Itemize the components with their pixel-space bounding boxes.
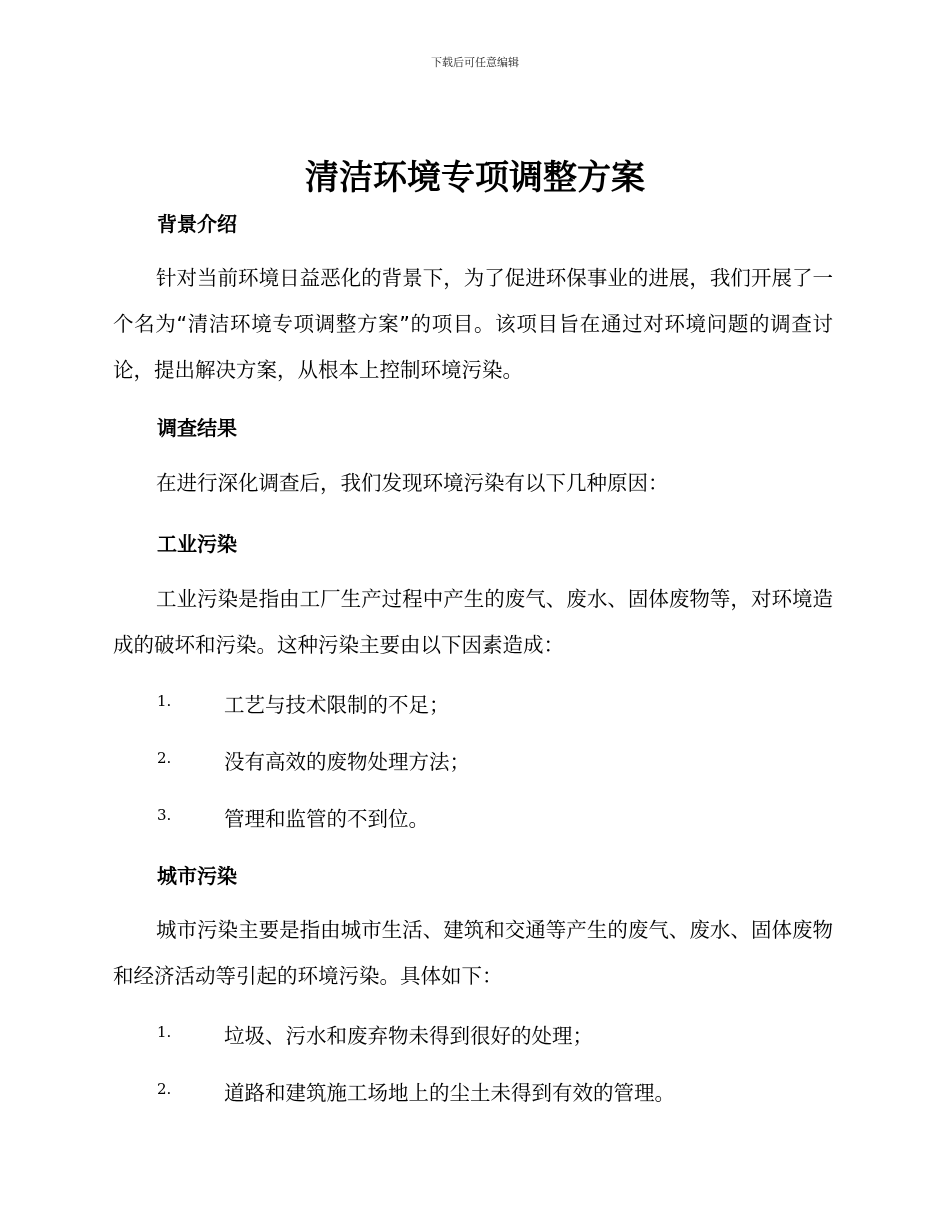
- list-text: 管理和监管的不到位。: [224, 807, 429, 831]
- list-number: 2.: [157, 749, 172, 767]
- section-heading-urban: 城市污染: [157, 864, 237, 888]
- list-text: 垃圾、污水和废弃物未得到很好的处理；: [224, 1024, 593, 1048]
- page-header-note: 下载后可任意编辑: [431, 56, 519, 69]
- list-number: 1.: [157, 692, 172, 710]
- list-number: 1.: [157, 1023, 172, 1041]
- paragraph-background: 针对当前环境日益恶化的背景下，为了促进环保事业的进展，我们开展了一个名为“清洁环境专项调整方案”的项目。该项目旨在通过对环境问题的调查讨论，提出解决方案，从根本上控制环境污染。: [113, 266, 833, 382]
- paragraph-industrial: 工业污染是指由工厂生产过程中产生的废气、废水、固体废物等，对环境造成的破坏和污染。这种污染主要由以下因素造成：: [113, 587, 833, 657]
- section-heading-industrial: 工业污染: [157, 532, 237, 556]
- section-heading-background: 背景介绍: [157, 212, 237, 236]
- section-heading-survey: 调查结果: [157, 416, 237, 440]
- paragraph-survey: 在进行深化调查后，我们发现环境污染有以下几种原因：: [156, 471, 669, 495]
- list-text: 没有高效的废物处理方法；: [224, 750, 470, 774]
- list-text: 道路和建筑施工场地上的尘土未得到有效的管理。: [224, 1081, 675, 1105]
- list-text: 工艺与技术限制的不足；: [224, 693, 450, 717]
- list-number: 2.: [157, 1080, 172, 1098]
- document-title: 清洁环境专项调整方案: [305, 158, 645, 198]
- paragraph-urban: 城市污染主要是指由城市生活、建筑和交通等产生的废气、废水、固体废物和经济活动等引起的环境污染。具体如下：: [113, 918, 833, 988]
- list-number: 3.: [157, 806, 172, 824]
